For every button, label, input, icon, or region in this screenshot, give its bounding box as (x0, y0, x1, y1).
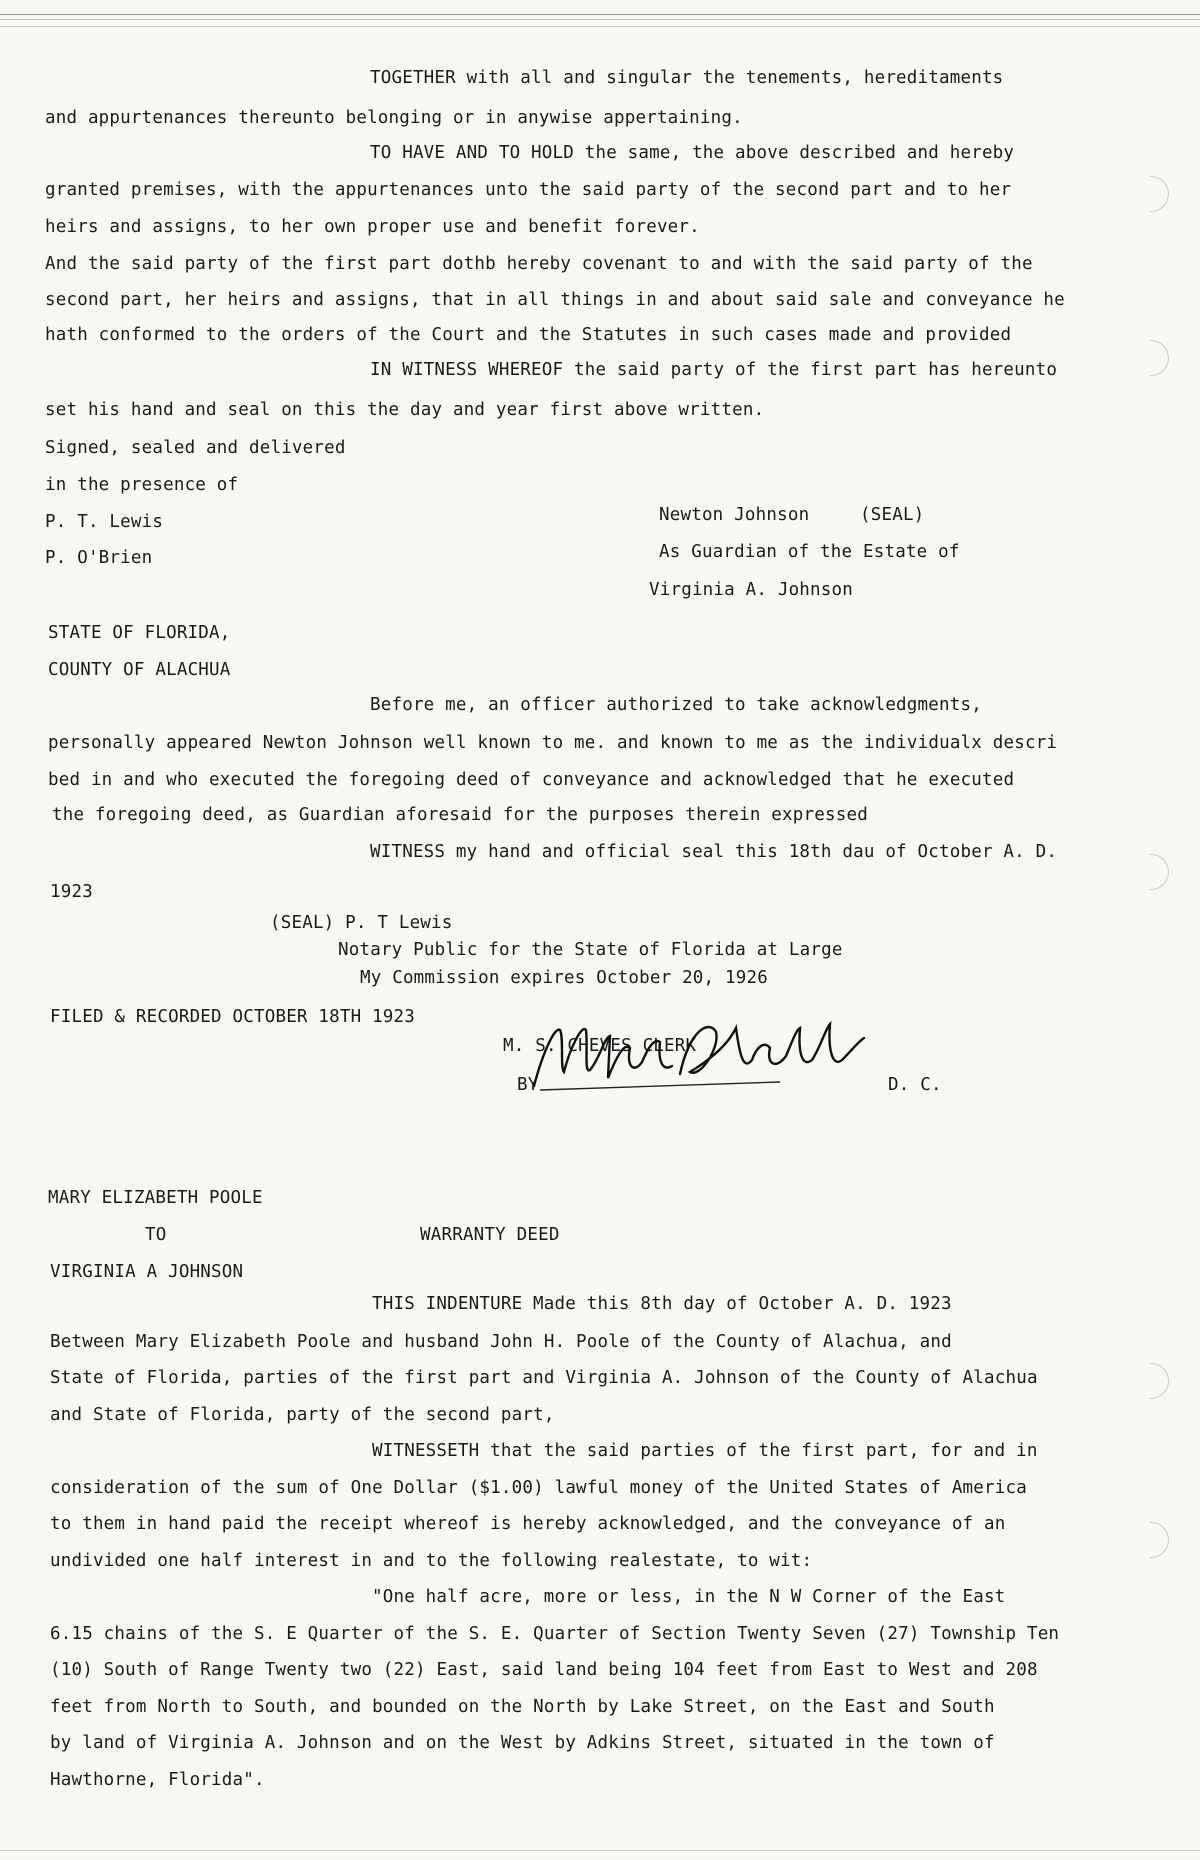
punch-hole-mark (1150, 340, 1169, 376)
venue-state: STATE OF FLORIDA, (48, 623, 231, 643)
notary-witness-line: WITNESS my hand and official seal this 18th dau of October A. D. (370, 842, 1058, 862)
heirs-line: heirs and assigns, to her own proper use and benefit forever. (45, 217, 700, 237)
together-clause: TOGETHER with all and singular the tenements, hereditaments (370, 68, 1004, 88)
acknowledgment-line: the foregoing deed, as Guardian aforesaid for the purposes therein expressed (52, 805, 868, 825)
page-bottom-edge (0, 1850, 1200, 1851)
deed-body-line: undivided one half interest in and to the following realestate, to wit: (50, 1551, 813, 1571)
set-hand-line: set his hand and seal on this the day and year first above written. (45, 400, 765, 420)
legal-description-line: Hawthorne, Florida". (50, 1770, 265, 1790)
appurtenances-line: and appurtenances thereunto belonging or in anywise appertaining. (45, 108, 743, 128)
habendum-clause: TO HAVE AND TO HOLD the same, the above described and hereby (370, 143, 1015, 163)
legal-description-line: (10) South of Range Twenty two (22) East, said land being 104 feet from East to West and 208 (50, 1660, 1038, 1680)
covenant-line: hath conformed to the orders of the Court and the Statutes in such cases made and provided (45, 325, 1012, 345)
notary-title: Notary Public for the State of Florida at Large (338, 940, 843, 960)
filed-recorded-line: FILED & RECORDED OCTOBER 18TH 1923 (50, 1007, 416, 1027)
in-witness-whereof: IN WITNESS WHEREOF the said party of the first part has hereunto (370, 360, 1058, 380)
to-caption: TO (145, 1225, 167, 1245)
punch-hole-mark (1150, 1363, 1169, 1399)
punch-hole-mark (1150, 854, 1169, 890)
deed-body-line: State of Florida, parties of the first part and Virginia A. Johnson of the County of Alachua (50, 1368, 1038, 1388)
acknowledgment-line: bed in and who executed the foregoing deed of conveyance and acknowledged that he executed (48, 770, 1015, 790)
grantor-signature-name: Newton Johnson (659, 505, 810, 525)
signed-sealed-line: Signed, sealed and delivered (45, 438, 346, 458)
clerk-name: M. S. CHEVES CLERK (503, 1036, 697, 1056)
grantor-caption: MARY ELIZABETH POOLE (48, 1188, 263, 1208)
deed-body-line: Between Mary Elizabeth Poole and husband John H. Poole of the County of Alachua, and (50, 1332, 952, 1352)
ledger-rule-top (0, 14, 1200, 15)
legal-description-line: by land of Virginia A. Johnson and on the West by Adkins Street, situated in the town of (50, 1733, 995, 1753)
deputy-clerk-label: D. C. (888, 1075, 942, 1095)
ward-name: Virginia A. Johnson (649, 580, 853, 600)
witness-name: P. O'Brien (45, 548, 153, 568)
notary-seal-signature: (SEAL) P. T Lewis (270, 913, 453, 933)
deed-body-line: consideration of the sum of One Dollar ($1.00) lawful money of the United States of America (50, 1478, 1027, 1498)
punch-hole-mark (1150, 1522, 1169, 1558)
acknowledgment-line: Before me, an officer authorized to take acknowledgments, (370, 695, 982, 715)
ledger-rule-top-2 (0, 19, 1200, 20)
acknowledgment-line: personally appeared Newton Johnson well known to me. and known to me as the individualx descri (48, 733, 1058, 753)
witnesseth-line: WITNESSETH that the said parties of the first part, for and in (372, 1441, 1038, 1461)
deed-body-line: to them in hand paid the receipt whereof is hereby acknowledged, and the conveyance of an (50, 1514, 1006, 1534)
punch-hole-mark (1150, 176, 1169, 212)
legal-description-line: 6.15 chains of the S. E Quarter of the S. E. Quarter of Section Twenty Seven (27) Township Ten (50, 1624, 1060, 1644)
indenture-line: THIS INDENTURE Made this 8th day of October A. D. 1923 (372, 1294, 952, 1314)
deputy-clerk-signature (530, 1008, 870, 1098)
legal-description-line: feet from North to South, and bounded on the North by Lake Street, on the East and South (50, 1697, 995, 1717)
guardian-capacity: As Guardian of the Estate of (659, 542, 960, 562)
ledger-rule-top-3 (0, 26, 1200, 27)
notary-commission: My Commission expires October 20, 1926 (360, 968, 768, 988)
deed-body-line: and State of Florida, party of the second part, (50, 1405, 555, 1425)
granted-premises-line: granted premises, with the appurtenances unto the said party of the second part and to her (45, 180, 1012, 200)
grantee-caption: VIRGINIA A JOHNSON (50, 1262, 244, 1282)
by-label: BY (517, 1075, 539, 1095)
instrument-title: WARRANTY DEED (420, 1225, 560, 1245)
grantor-seal: (SEAL) (860, 505, 925, 525)
presence-line: in the presence of (45, 475, 239, 495)
covenant-line: second part, her heirs and assigns, that in all things in and about said sale and conveyance he (45, 290, 1065, 310)
acknowledgment-year: 1923 (50, 882, 93, 902)
covenant-line: And the said party of the first part dothb hereby covenant to and with the said party of the (45, 254, 1033, 274)
legal-description-line: "One half acre, more or less, in the N W Corner of the East (372, 1587, 1006, 1607)
witness-name: P. T. Lewis (45, 512, 164, 532)
venue-county: COUNTY OF ALACHUA (48, 660, 231, 680)
